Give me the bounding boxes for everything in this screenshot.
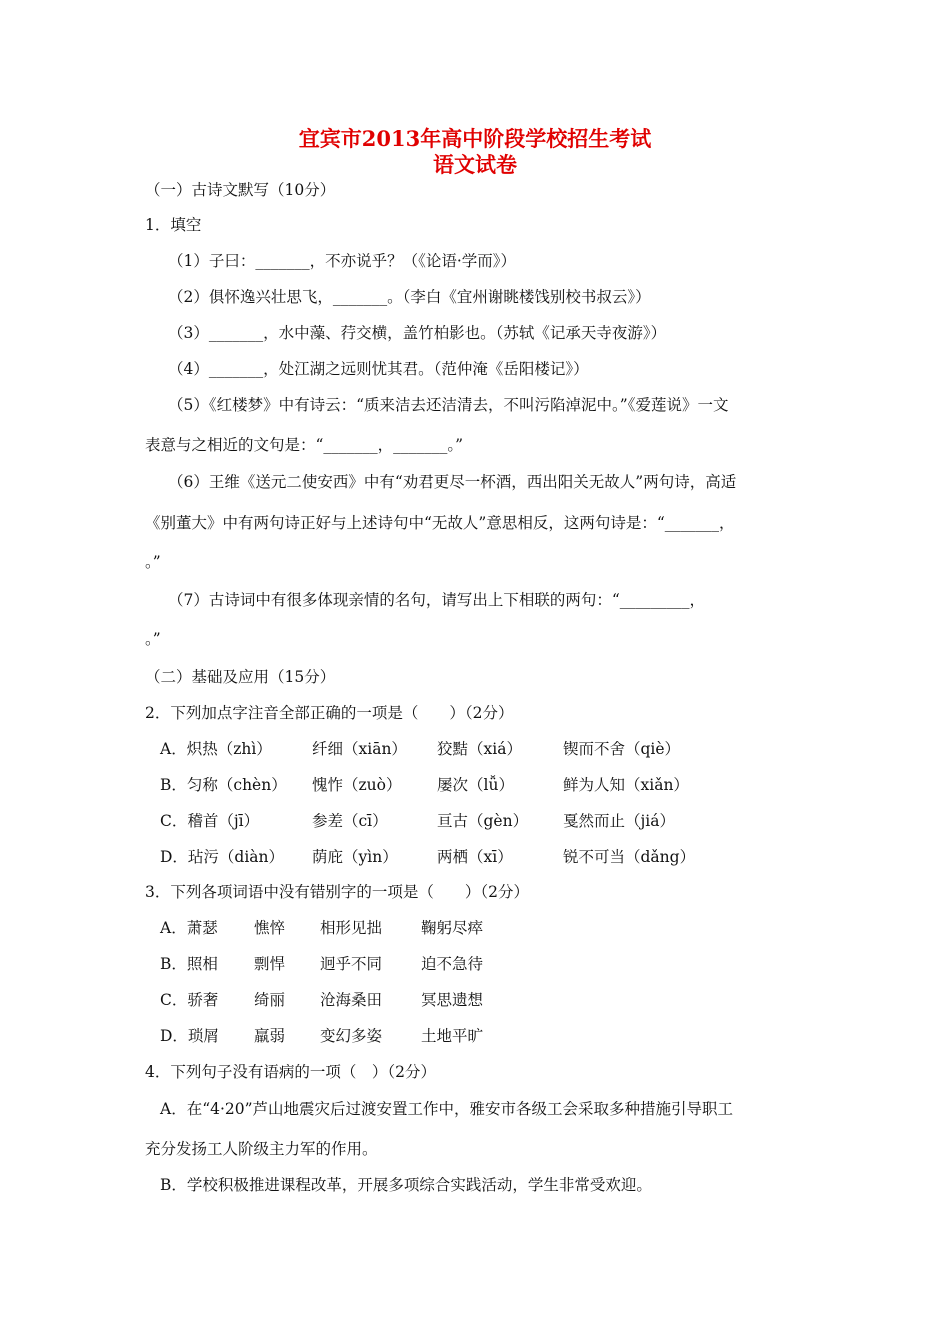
q3-option-a2: 憔悴 (254, 919, 286, 937)
q3-option-d3: 变幻多姿 (320, 1027, 383, 1045)
q2-option-d1: D．玷污（diàn） (160, 848, 285, 866)
q3-option-d2: 羸弱 (254, 1027, 286, 1045)
q1-item-6-cont: 《别董大》中有两句诗正好与上述诗句中“无故人”意思相反，这两句诗是：“_______， (145, 514, 735, 532)
q3-option-d1: D．琐屑 (160, 1027, 219, 1045)
q2-option-c4: 戛然而止（jiá） (563, 812, 676, 830)
q2-option-b1: B．匀称（chèn） (160, 776, 287, 794)
q1-item-7-end: 。” (145, 630, 161, 648)
q2-option-d2: 荫庇（yìn） (312, 848, 398, 866)
q2-option-a1: A．炽热（zhì） (160, 740, 272, 758)
q1-label: 1．填空 (145, 216, 202, 234)
q3-label: 3．下列各项词语中没有错别字的一项是（ ）（2分） (145, 883, 529, 901)
q2-option-a3: 狡黠（xiá） (437, 740, 522, 758)
q2-option-c1: C．稽首（jī） (160, 812, 260, 830)
q1-item-4: （4）_______，处江湖之远则忧其君。（范仲淹《岳阳楼记》） (168, 360, 589, 378)
q1-item-2: （2）俱怀逸兴壮思飞，_______。（李白《宜州谢眺楼饯别校书叔云》） (168, 288, 651, 306)
q3-option-c4: 冥思遗想 (421, 991, 484, 1009)
q3-option-b4: 迫不急待 (421, 955, 484, 973)
q2-option-b4: 鲜为人知（xiǎn） (563, 776, 689, 794)
q2-option-a2: 纤细（xiān） (312, 740, 407, 758)
q4-label: 4．下列句子没有语病的一项（ ）（2分） (145, 1063, 436, 1081)
q2-option-a4: 锲而不舍（qiè） (563, 740, 681, 758)
q3-option-b3: 迥乎不同 (320, 955, 383, 973)
q2-label: 2．下列加点字注音全部正确的一项是（ ）（2分） (145, 704, 514, 722)
q2-option-d4: 锐不可当（dǎng） (563, 848, 696, 866)
q2-option-b3: 屡次（lǚ） (437, 776, 514, 794)
q1-item-6-end: 。” (145, 553, 161, 571)
q3-option-d4: 土地平旷 (421, 1027, 484, 1045)
q2-option-b2: 愧怍（zuò） (312, 776, 402, 794)
q3-option-b1: B．照相 (160, 955, 218, 973)
q1-item-1: （1）子曰：_______，不亦说乎？（《论语·学而》） (168, 252, 517, 270)
q3-option-a3: 相形见拙 (320, 919, 383, 937)
q4-option-a-cont: 充分发扬工人阶级主力军的作用。 (145, 1140, 378, 1158)
q4-option-a: A．在“4·20”芦山地震灾后过渡安置工作中，雅安市各级工会采取多种措施引导职工 (160, 1100, 734, 1118)
q3-option-c1: C．骄奢 (160, 991, 219, 1009)
q3-option-a4: 鞠躬尽瘁 (421, 919, 484, 937)
exam-title: 宜宾市2013年高中阶段学校招生考试 (298, 126, 652, 151)
q1-item-3: （3）_______，水中藻、荇交横，盖竹柏影也。（苏轼《记承天寺夜游》） (168, 324, 667, 342)
q3-option-a1: A．萧瑟 (160, 919, 218, 937)
q3-option-c2: 绮丽 (254, 991, 286, 1009)
section1-heading: （一）古诗文默写（10分） (145, 181, 336, 199)
q3-option-c3: 沧海桑田 (320, 991, 383, 1009)
section2-heading: （二）基础及应用（15分） (145, 668, 336, 686)
q1-item-5-cont: 表意与之相近的文句是：“_______，_______。” (145, 436, 464, 454)
q1-item-5: （5）《红楼梦》中有诗云：“质来洁去还洁清去，不叫污陷淖泥中。”《爱莲说》一文 (168, 396, 729, 414)
q3-option-b2: 剽悍 (254, 955, 286, 973)
q4-option-b: B．学校积极推进课程改革，开展多项综合实践活动，学生非常受欢迎。 (160, 1176, 652, 1194)
q1-item-7: （7）古诗词中有很多体现亲情的名句，请写出上下相联的两句：“_________， (168, 591, 706, 609)
q2-option-c2: 参差（cī） (312, 812, 388, 830)
q2-option-d3: 两栖（xī） (437, 848, 513, 866)
q2-option-c3: 亘古（gèn） (437, 812, 529, 830)
q1-item-6: （6）王维《送元二使安西》中有“劝君更尽一杯酒，西出阳关无故人”两句诗，高适 (168, 473, 737, 491)
exam-subtitle: 语文试卷 (433, 152, 517, 177)
